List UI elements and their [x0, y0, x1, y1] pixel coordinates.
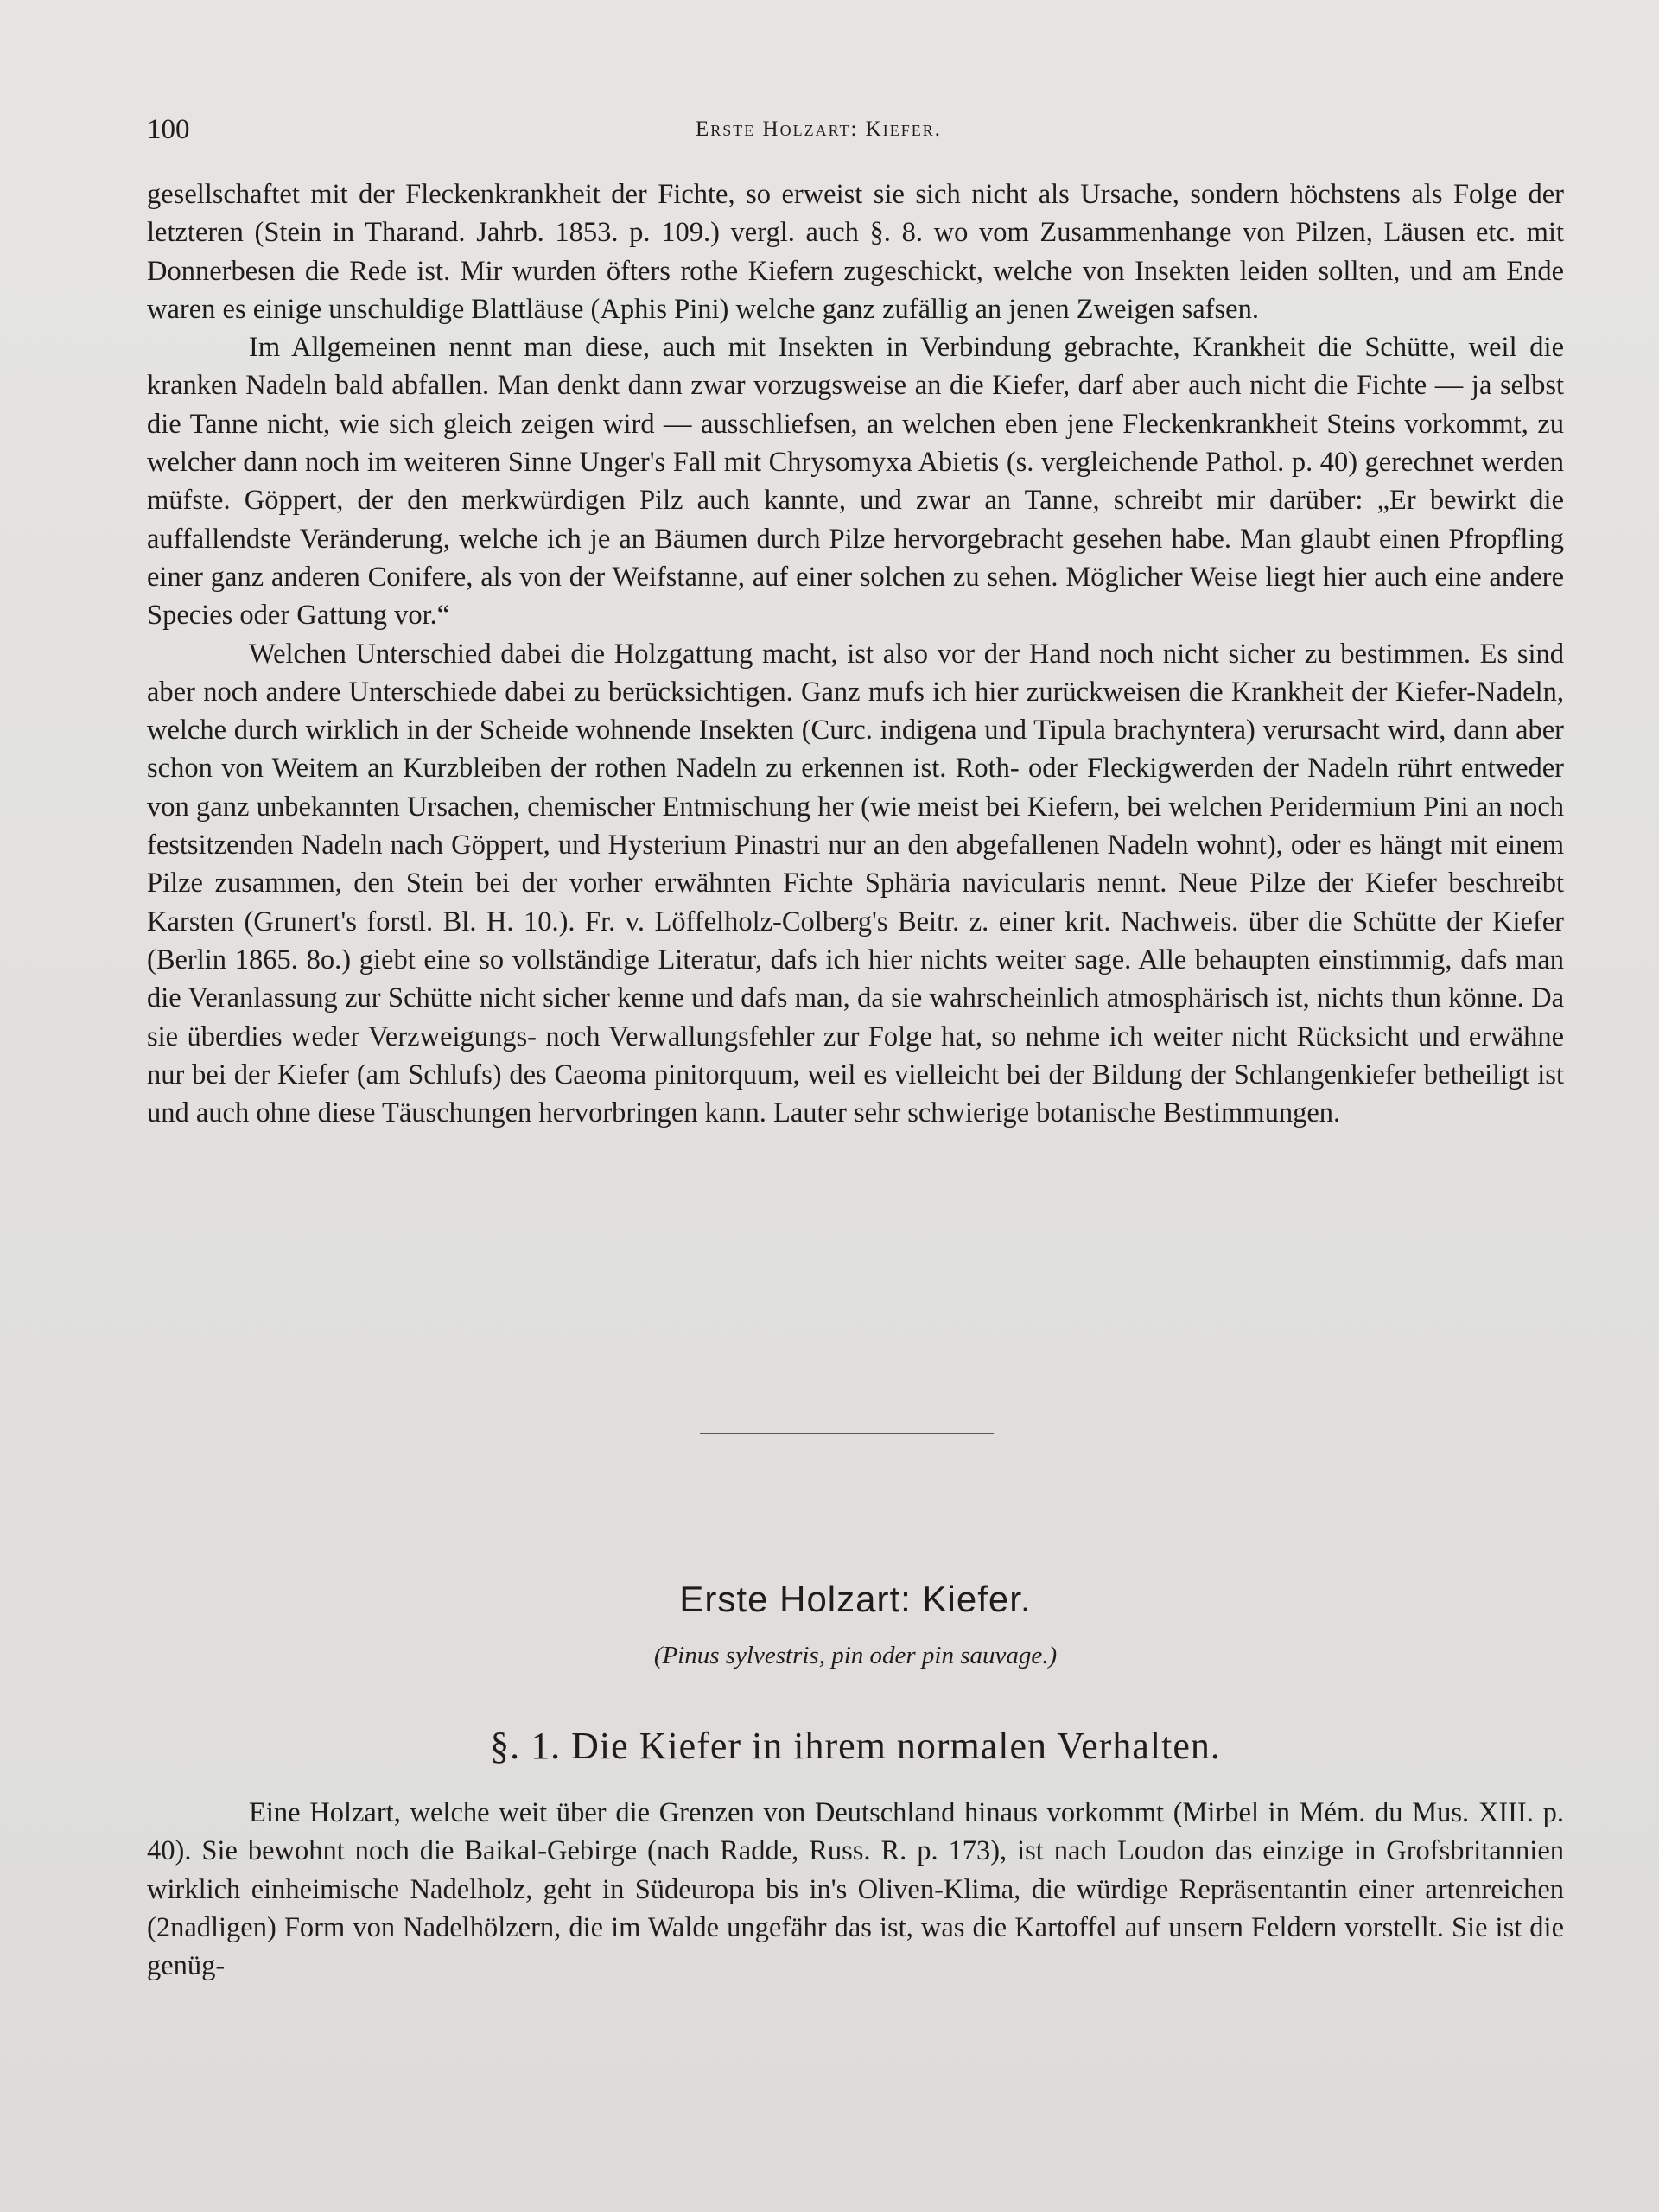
body-text	[147, 175, 1564, 1132]
page-number: 100	[147, 114, 190, 145]
book-page	[147, 0, 1564, 2212]
running-head	[147, 114, 1564, 152]
section-subtitle: (Pinus sylvestris, pin oder pin sauvage.)	[653, 1642, 1058, 1669]
section-title: Erste Holzart: Kiefer.	[679, 1579, 1032, 1619]
paragraph-1: gesellschaftet mit der Fleckenkrankheit der Fichte, so erweist sie sich nicht als Ursache, sondern höchstens als Folge der letzteren (Stein in Tharand. Jahrb. 1853. p. 109.) vergl. auch §. 8. wo vom Zusammenhange von Pilzen, Läusen etc. mit Donnerbesen die Rede ist. Mir wurden öfters rothe Kiefern zugeschickt, welche von Insekten leiden sollten, und am Ende waren es einige unschuldige Blattläuse (Aphis Pini) welche ganz zufällig an jenen Zweigen safsen.	[147, 179, 1564, 325]
paragraph-2: Im Allgemeinen nennt man diese, auch mit Insekten in Verbindung gebrachte, Krankheit die Schütte, weil die kranken Nadeln bald abfallen. Man denkt dann zwar vorzugsweise an die Kiefer, darf aber auch nicht die Fichte — ja selbst die Tanne nicht, wie sich gleich zeigen wird — ausschliefsen, an welchen eben jene Fleckenkrankheit Steins vorkommt, zu welcher dann noch im weiteren Sinne Unger's Fall mit Chrysomyxa Abietis (s. vergleichende Pathol. p. 40) gerechnet werden müfste. Göppert, der den merkwürdigen Pilz auch kannte, und zwar an Tanne, schreibt mir darüber: „Er bewirkt die auffallendste Veränderung, welche ich je an Bäumen durch Pilze hervorgebracht gesehen habe. Man glaubt einen Pfropfling einer ganz anderen Conifere, als von der Weifstanne, auf einer solchen zu sehen. Möglicher Weise liegt hier auch eine andere Species oder Gattung vor.“	[147, 332, 1564, 632]
running-title: Erste Holzart: Kiefer.	[696, 118, 942, 141]
section-body-text	[147, 1794, 1564, 1985]
paragraph-3: Welchen Unterschied dabei die Holzgattung macht, ist also vor der Hand noch nicht sicher zu bestimmen. Es sind aber noch andere Unterschiede dabei zu berücksichtigen. Ganz mufs ich hier zurückweisen die Krankheit der Kiefer-Nadeln, welche durch wirklich in der Scheide wohnende Insekten (Curc. indigena und Tipula brachyntera) verursacht wird, dann aber schon von Weitem an Kurzbleiben der rothen Nadeln zu erkennen ist. Roth- oder Fleckigwerden der Nadeln rührt entweder von ganz unbekannten Ursachen, chemischer Entmischung her (wie meist bei Kiefern, bei welchen Peridermium Pini an noch festsitzenden Nadeln nach Göppert, und Hysterium Pinastri nur an den abgefallenen Nadeln wohnt), oder es hängt mit einem Pilze zusammen, den Stein bei der vorher erwähnten Fichte Sphäria navicularis nennt. Neue Pilze der Kiefer beschreibt Karsten (Grunert's forstl. Bl. H. 10.). Fr. v. Löffelholz-Colberg's Beitr. z. einer krit. Nachweis. über die Schütte der Kiefer (Berlin 1865. 8o.) giebt eine so vollständige Literatur, dafs ich hier nichts weiter sage. Alle behaupten einstimmig, dafs man die Veranlassung zur Schütte nicht sicher kenne und dafs man, da sie wahrscheinlich atmosphärisch ist, nichts thun könne. Da sie überdies weder Verzweigungs- noch Verwallungsfehler zur Folge hat, so nehme ich weiter nicht Rücksicht und erwähne nur bei der Kiefer (am Schlufs) des Caeoma pinitorquum, weil es vielleicht bei der Bildung der Schlangenkiefer betheiligt ist und auch ohne diese Täuschungen hervorbringen kann. Lauter sehr schwierige botanische Bestimmungen.	[147, 638, 1564, 1129]
paragraph-heading: §. 1. Die Kiefer in ihrem normalen Verhalten.	[490, 1725, 1221, 1767]
section-divider	[700, 1433, 994, 1434]
opening-paragraph: Eine Holzart, welche weit über die Grenzen von Deutschland hinaus vorkommt (Mirbel in Mém. du Mus. XIII. p. 40). Sie bewohnt noch die Baikal-Gebirge (nach Radde, Russ. R. p. 173), ist nach Loudon das einzige in Grofsbritannien wirklich einheimische Nadelholz, geht in Südeuropa bis in's Oliven-Klima, die würdige Repräsentantin einer artenreichen (2nadligen) Form von Nadelhölzern, die im Walde ungefähr das ist, was die Kartoffel auf unsern Feldern vorstellt. Sie ist die genüg-	[147, 1797, 1564, 1982]
